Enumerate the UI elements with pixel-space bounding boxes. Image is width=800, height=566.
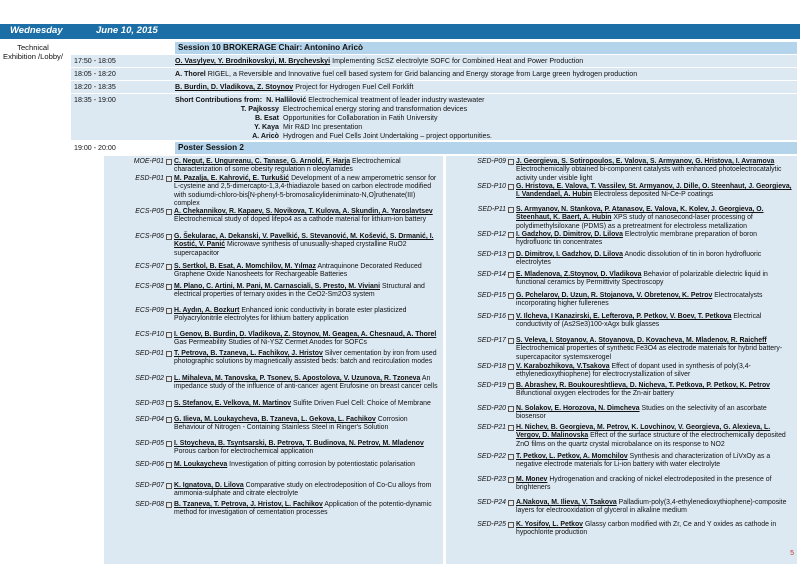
venue-label: Technical Exhibition /Lobby/: [3, 43, 63, 61]
poster-title: Electrochemically obtained bi-component catalysts with enhanced photoelectrocatalytic activity under visible light: [516, 166, 782, 182]
document-icon[interactable]: [508, 383, 514, 389]
poster-text: [516, 251, 793, 268]
poster-title: Electroless deposited Ni-Ce-P coatings: [593, 191, 714, 199]
poster-text: [174, 350, 439, 367]
document-icon[interactable]: [508, 252, 514, 258]
poster-title: Electrochemical study of doped lifepo4 as a cathode material for lithium-ion battery: [174, 216, 427, 224]
poster-title: Effect of dopant used in synthesis of poly(3,4-ethylenedioxythiophene) for electrocrystallization of silver: [516, 363, 751, 379]
poster-title: Bifunctional oxygen electrodes for the Zn-air battery: [516, 390, 674, 398]
poster-code: SED-P08: [135, 501, 164, 508]
document-icon[interactable]: [166, 234, 172, 240]
poster-code: SED-P10: [477, 183, 506, 190]
poster-title: Structural and electrical properties of ternary oxides in the CeO2-Sm2O3 system: [174, 283, 425, 299]
poster-authors: M. Plano, C. Artini, M. Pani, M. Carnasciali, S. Presto, M. Viviani: [174, 283, 381, 290]
talk-title: Project for Hydrogen Fuel Cell Forklift: [295, 83, 414, 91]
contrib-topic: Opportunities for Collaboration in Fatih University: [283, 114, 438, 122]
poster-code: ECS-P07: [135, 263, 164, 270]
poster-code: SED-P22: [477, 453, 506, 460]
poster-title: Anodic dissolution of tin in boron hydrofluoric electrolytes: [516, 251, 762, 267]
poster-title: Microwave synthesis of unusually-shaped crystalline RuO2 supercapacitor: [174, 241, 407, 257]
timetable-row: [71, 94, 797, 140]
poster-text: [174, 416, 439, 433]
document-icon[interactable]: [508, 338, 514, 344]
poster-title: Gas Permeability Studies of Ni-YSZ Cermet Anodes for SOFCs: [174, 339, 368, 347]
timetable-row: [71, 81, 797, 93]
document-icon[interactable]: [508, 425, 514, 431]
poster-code: ECS-P06: [135, 233, 164, 240]
poster-time: 19:00 - 20:00: [74, 144, 116, 152]
poster-text: [516, 476, 793, 493]
poster-code: SED-P14: [477, 271, 506, 278]
document-icon[interactable]: [166, 264, 172, 270]
poster-text: [174, 400, 439, 408]
talk-title: RIGEL, a Reversible and Innovative fuel cell based system for Grid balancing and Energy storage from Large green hydrogen production: [207, 70, 638, 78]
document-icon[interactable]: [166, 176, 172, 182]
poster-authors: B. Abrashev, R. Boukoureshtlieva, D. Nicheva, T. Petkova, P. Petkov, K. Petrov: [516, 382, 771, 389]
poster-authors: E. Mladenova, Z.Stoynov, D. Vladikova: [516, 271, 642, 278]
poster-title: Electrolytic membrane preparation of boron hydrofluoric tin concentrates: [516, 231, 758, 247]
poster-title: Sulfite Driven Fuel Cell: Choice of Membrane: [292, 400, 431, 407]
contrib-topic: Electrochemical energy storing and transformation devices: [283, 105, 468, 113]
poster-authors: A.Nakova, M. Ilieva, V. Tsakova: [516, 499, 617, 506]
poster-text: [174, 482, 439, 499]
poster-code: SED-P24: [477, 499, 506, 506]
talk-entry: [175, 57, 795, 66]
document-icon[interactable]: [508, 159, 514, 165]
poster-code: ECS-P08: [135, 283, 164, 290]
poster-authors: I. Stoycheva, B. Tsyntsarski, B. Petrova, T. Budinova, N. Petrov, M. Mladenov: [174, 440, 424, 447]
talk-authors: O. Vasylyev, Y. Brodnikovskyi, M. Brychevskyi: [175, 57, 331, 65]
poster-text: [174, 283, 439, 300]
timetable-row: [71, 55, 797, 67]
poster-text: [516, 521, 793, 538]
contrib-name: Y. Kaya: [254, 123, 279, 131]
poster-authors: G. Ilieva, M. Loukaycheva, B. Tzaneva, L. Gekova, L. Fachikov: [174, 416, 376, 423]
talk-entry: [175, 70, 795, 79]
contrib-name: T. Pajkossy: [240, 105, 279, 113]
poster-text: [174, 158, 439, 175]
document-icon[interactable]: [508, 477, 514, 483]
document-icon[interactable]: [166, 308, 172, 314]
poster-text: [516, 183, 793, 200]
document-icon[interactable]: [166, 502, 172, 508]
poster-title: XPS study of nanosecond-laser processing of polydimethylsiloxane (PDMS) as a pretreatment for electroless metallization: [516, 214, 753, 230]
poster-text: [174, 331, 439, 348]
document-icon[interactable]: [508, 406, 514, 412]
poster-text: [174, 501, 439, 518]
contrib-name: A. Aricò: [252, 132, 279, 140]
talk-entry: [175, 83, 795, 92]
poster-title: Electrochemical properties of synthetic Fe3O4 as electrode materials for hybrid battery-supercapacitor systemsxerogel: [516, 345, 783, 361]
contrib-topic: Hydrogen and Fuel Cells Joint Undertaking – project opportunities.: [283, 132, 492, 140]
poster-title: Hydrogenation and cracking of nickel electrodeposited in the presence of brighteners: [516, 476, 772, 492]
poster-code: SED-P12: [477, 231, 506, 238]
day-label: Wednesday: [10, 25, 63, 36]
poster-code: SED-P15: [477, 292, 506, 299]
contrib-name: N. Hallilović: [266, 96, 307, 104]
poster-text: [516, 405, 793, 422]
poster-title: Enhanced ionic conductivity in borate ester plasticized Polyacrylonitrile electrolytes for lithium battery application: [174, 307, 407, 323]
poster-text: [516, 231, 793, 248]
poster-title: Porous carbon for electrochemical application: [174, 448, 314, 456]
talk-title: Implementing ScSZ electrolyte SOFC for Combined Heat and Power Production: [332, 57, 584, 65]
poster-title: Electrocatalysts incorporating higher fullerenes: [516, 292, 763, 308]
poster-code: ESD-P01: [135, 175, 164, 182]
poster-text: [516, 337, 793, 362]
poster-code: SED-P05: [135, 440, 164, 447]
poster-authors: S. Veleva, I. Stoyanov, A. Stoyanova, D. Kovacheva, M. Mladenov, R. Raicheff: [516, 337, 767, 344]
document-icon[interactable]: [166, 483, 172, 489]
poster-text: [516, 292, 793, 309]
poster-code: SED-P23: [477, 476, 506, 483]
poster-code: ECS-P05: [135, 208, 164, 215]
document-icon[interactable]: [508, 522, 514, 528]
poster-authors: G. Hristova, E. Valova, T. Vassilev, St. Armyanov, J. Dille, O. Steenhaut, J. Georgieva, I. Vandendael, A. Hubin: [516, 183, 792, 199]
poster-title: An impedance study of the influence of anti-cancer agent Erufosine on breast cancer cells: [174, 375, 438, 391]
document-icon[interactable]: [166, 209, 172, 215]
poster-title: Comparative study on electrodeposition of Co-Cu alloys from ammonia-sulphate and citrate electrolyte: [174, 482, 432, 498]
poster-text: [516, 382, 793, 399]
document-icon[interactable]: [508, 184, 514, 190]
poster-code: SED-P01: [135, 350, 164, 357]
session-title: Session 10 BROKERAGE Chair: Antonino Aricò: [175, 42, 797, 54]
poster-code: SED-P20: [477, 405, 506, 412]
poster-authors: J. Georgieva, S. Sotiropoulos, E. Valova, S. Armyanov, G. Hristova, I. Avramova: [516, 158, 775, 165]
poster-authors: K. Yosifov, L. Petkov: [516, 521, 584, 528]
short-contributions: [175, 96, 795, 141]
poster-code: SED-P17: [477, 337, 506, 344]
poster-code: SED-P07: [135, 482, 164, 489]
poster-text: [174, 175, 439, 208]
poster-authors: B. Tzaneva, T. Petrova, J. Hristov, L. Fachikov: [174, 501, 323, 508]
contrib-topic: Mir R&D Inc presentation: [283, 123, 363, 131]
poster-authors: C. Negut, E. Ungureanu, C. Tanase, G. Arnold, F. Harja: [174, 158, 351, 165]
contrib-name: B. Esat: [254, 114, 279, 122]
poster-text: [516, 424, 793, 449]
poster-code: SED-P13: [477, 251, 506, 258]
poster-text: [174, 440, 439, 457]
document-icon[interactable]: [508, 364, 514, 370]
poster-authors: S. Sertkol, B. Esat, A. Momchilov, M. Yılmaz: [174, 263, 316, 270]
document-icon[interactable]: [166, 441, 172, 447]
poster-authors: S. Stefanov, E. Velkova, M. Martinov: [174, 400, 292, 407]
poster-title: Glassy carbon modified with Zr, Ce and Y oxides as cathode in hypochlorite production: [516, 521, 777, 537]
talk-authors: A. Thorel: [175, 70, 206, 78]
document-icon[interactable]: [166, 159, 172, 165]
poster-title: Corrosion Behaviour of Nitrogen - Containing Stainless Steel in Ringer's Solution: [174, 416, 408, 432]
poster-title: Investigation of pitting corrosion by potentiostatic polarisation: [229, 461, 415, 468]
document-icon[interactable]: [508, 314, 514, 320]
poster-authors: I. Genov, B. Burdin, D. Vladikova, Z. Stoynov, M. Geagea, A. Chesnaud, A. Thorel: [174, 331, 437, 338]
poster-code: SED-P16: [477, 313, 506, 320]
poster-code: ECS-P09: [135, 307, 164, 314]
poster-authors: V. Karabozhikova, V.Tsakova: [516, 363, 610, 370]
poster-code: SED-P11: [477, 206, 506, 213]
poster-code: SED-P19: [477, 382, 506, 389]
day-header-bar: [0, 24, 800, 39]
contrib-topic: Electrochemical treatment of leader industry wastewater: [308, 96, 485, 104]
document-icon[interactable]: [508, 232, 514, 238]
time-slot: 18:05 - 18:20: [74, 70, 116, 78]
poster-text: [174, 307, 439, 324]
poster-authors: T. Petkov, L. Petkov, A. Momchilov: [516, 453, 628, 460]
time-slot: 18:35 - 19:00: [74, 96, 116, 104]
poster-title: Antraquinone Decorated Reduced Graphene Oxide Nanosheets for Rechargeable Batteries: [174, 263, 422, 279]
poster-authors: M. Monev: [516, 476, 548, 483]
date-label: June 10, 2015: [96, 25, 158, 36]
document-icon[interactable]: [508, 272, 514, 278]
document-icon[interactable]: [166, 332, 172, 338]
document-icon[interactable]: [508, 207, 514, 213]
poster-column-right: [446, 156, 797, 564]
document-icon[interactable]: [166, 351, 172, 357]
poster-authors: S. Armyanov, N. Stankova, P. Atanasov, E. Valova, K. Kolev, J. Georgieva, O. Steenhaut, K. Baert, A. Hubin: [516, 206, 764, 222]
poster-code: ECS-P10: [135, 331, 164, 338]
poster-code: SED-P18: [477, 363, 506, 370]
poster-title: Synthesis and characterization of LiVxOy as a negative electrode materials for Li-ion battery with water electrolyte: [516, 453, 771, 469]
document-icon[interactable]: [166, 376, 172, 382]
talk-authors: B. Burdin, D. Vladikova, Z. Stoynov: [175, 83, 294, 91]
document-icon[interactable]: [508, 293, 514, 299]
poster-text: [516, 453, 793, 470]
poster-authors: T. Petrova, B. Tzaneva, L. Fachikov, J. Hristov: [174, 350, 323, 357]
poster-code: SED-P25: [477, 521, 506, 528]
poster-title: Silver cementation by iron from used photographic solutions by magnetically assisted beds: batch and recirculation modes: [174, 350, 437, 366]
poster-text: [516, 313, 793, 330]
poster-code: SED-P21: [477, 424, 506, 431]
poster-authors: H. Nichev, B. Georgieva, M. Petrov, K. Lovchinov, V. Georgieva, G. Alexieva, L. Vergov, D. Malinovska: [516, 424, 771, 440]
poster-text: [174, 263, 439, 280]
poster-title: Electrochemical characterization of some obesity regulation n oleoylamides: [174, 158, 401, 174]
document-icon[interactable]: [166, 401, 172, 407]
poster-text: [516, 363, 793, 380]
poster-title: Behavior of polarizable dielectric liquid in functional ceramics by Permittivity Spectroscopy: [516, 271, 768, 287]
poster-authors: G. Šekularac, A. Dekanski, V. Pavelkić, S. Stevanović, M. Košević, S. Drmanić, I. Kostić, V. Panić: [174, 233, 434, 249]
poster-authors: G. Pchelarov, D. Uzun, R. Stojanova, V. Obretenov, K. Petrov: [516, 292, 713, 299]
poster-code: SED-P06: [135, 461, 164, 468]
time-slot: 18:20 - 18:35: [74, 83, 116, 91]
poster-authors: M. Pazalja, E. Kahrović, E. Turkušić: [174, 175, 290, 182]
poster-title: Application of the potentio-dynamic method for investigation of cementation processes: [174, 501, 432, 517]
poster-authors: V. Ilcheva, I Kanazirski, E. Lefterova, P. Petkov, V. Boev, T. Petkova: [516, 313, 732, 320]
poster-authors: N. Solakov, E. Horozova, N. Dimcheva: [516, 405, 640, 412]
poster-title: Studies on the selectivity of an ascorbate biosensor: [516, 405, 767, 421]
poster-text: [174, 208, 439, 225]
contrib-label: Short Contributions from:: [175, 96, 263, 104]
poster-authors: L. Mihaleva, M. Tanovska, P. Tsonev, S. Apostolova, V. Uzunova, R. Tzoneva: [174, 375, 421, 382]
poster-title: Palladium-poly(3,4-ethylenedioxythiophene)-composite layers for electrooxidation of glycerol in alkaline medium: [516, 499, 787, 515]
poster-title: Effect of the surface structure of the electrochemically deposited ZnO films on the quartz crystal microbalance on its response to NO2: [516, 432, 786, 448]
poster-text: [174, 375, 439, 392]
poster-code: SED-P04: [135, 416, 164, 423]
poster-text: [516, 271, 793, 288]
timetable-row: [71, 68, 797, 80]
poster-title: Electrical conductivity of (As2Se3)100-xAgx bulk glasses: [516, 313, 762, 329]
poster-text: [174, 461, 439, 469]
poster-session-title: Poster Session 2: [175, 142, 797, 154]
poster-text: [516, 158, 793, 183]
poster-text: [516, 499, 793, 516]
document-icon[interactable]: [166, 284, 172, 290]
document-icon[interactable]: [508, 500, 514, 506]
poster-authors: K. Ignatova, D. Lilova: [174, 482, 244, 489]
poster-code: SED-P03: [135, 400, 164, 407]
page-number: 5: [790, 550, 794, 557]
poster-authors: A. Chekannikov, R. Kapaev, S. Novikova, T. Kulova, A. Skundin, A. Yaroslavtsev: [174, 208, 433, 215]
poster-text: [516, 206, 793, 231]
poster-code: MOE-P01: [133, 158, 164, 165]
poster-text: [174, 233, 439, 258]
poster-authors: D. Dimitrov, I. Gadzhov, D. Lilova: [516, 251, 623, 258]
document-icon[interactable]: [166, 417, 172, 423]
document-icon[interactable]: [508, 454, 514, 460]
poster-column-left: [104, 156, 443, 564]
poster-code: SED-P09: [477, 158, 506, 165]
document-icon[interactable]: [166, 462, 172, 468]
poster-code: SED-P02: [135, 375, 164, 382]
time-slot: 17:50 - 18:05: [74, 57, 116, 65]
poster-authors: H. Aydın, A. Bozkurt: [174, 307, 240, 314]
poster-authors: I. Gadzhov, D. Dimitrov, D. Lilova: [516, 231, 623, 238]
poster-title: Development of a new amperometric sensor for L-cysteine and 2,5-dimercapto-1,3,4-thiadiazole based on carbon electrode modified with sodiumdi-chloro-bis[N-phenyl-5-bromosalicylideniminato-N,O]ruthenate(III) complex: [174, 175, 437, 207]
poster-authors: M. Loukaycheva: [174, 461, 228, 468]
